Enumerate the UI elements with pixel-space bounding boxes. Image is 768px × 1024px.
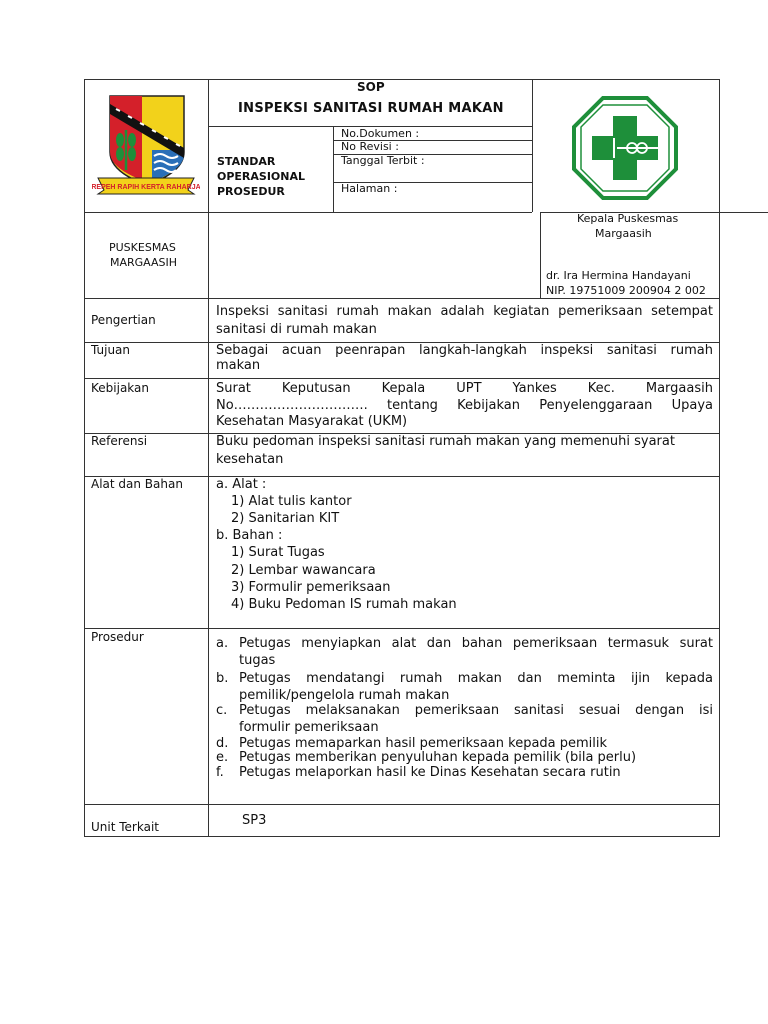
column-divider-meta xyxy=(333,126,334,212)
document-title: INSPEKSI SANITASI RUMAH MAKAN xyxy=(238,101,504,116)
standard-line-1: STANDAR xyxy=(217,155,276,168)
org-name-line-1: PUSKESMAS xyxy=(109,241,176,254)
tujuan-line-1: Sebagai acuan peenrapan langkah-langkah inspeksi sanitasi rumah xyxy=(216,343,713,358)
pengertian-line-2: sanitasi di rumah makan xyxy=(216,322,377,337)
signer-name: dr. Ira Hermina Handayani xyxy=(546,269,691,282)
standard-line-2: OPERASIONAL xyxy=(217,170,306,183)
kebijakan-line-1: Surat Keputusan Kepala UPT Yankes Kec. Margaasih xyxy=(216,381,713,396)
label-unit-terkait: Unit Terkait xyxy=(91,820,159,834)
meta-no-revisi: No Revisi : xyxy=(341,140,399,153)
bahan-heading: b. Bahan : xyxy=(216,528,283,543)
column-divider-label xyxy=(208,79,209,837)
kebijakan-line-3: Kesehatan Masyarakat (UKM) xyxy=(216,414,408,429)
bahan-item: 3) Formulir pemeriksaan xyxy=(231,580,391,595)
table-border-right xyxy=(719,79,720,837)
signer-title-2: Margaasih xyxy=(595,227,652,240)
label-prosedur: Prosedur xyxy=(91,630,144,644)
prosedur-step-mark: f. xyxy=(216,765,224,780)
table-border-left xyxy=(84,79,85,837)
table-border-top xyxy=(84,79,720,80)
prosedur-step-text: Petugas memaparkan hasil pemeriksaan kepada pemilik xyxy=(239,736,608,751)
tujuan-line-2: makan xyxy=(216,358,261,373)
meta-tanggal-terbit: Tanggal Terbit : xyxy=(341,154,425,167)
puskesmas-cross-icon xyxy=(572,96,678,200)
prosedur-step-text: Petugas melaporkan hasil ke Dinas Kesehatan secara rutin xyxy=(239,765,621,780)
column-divider-logo xyxy=(532,79,533,212)
signer-nip: NIP. 19751009 200904 2 002 xyxy=(546,284,706,297)
meta-halaman: Halaman : xyxy=(341,182,398,195)
pengertian-line-1: Inspeksi sanitasi rumah makan adalah kegiatan pemeriksaan setempat xyxy=(216,304,713,319)
row-divider-unit xyxy=(84,804,720,805)
org-name-line-2: MARGAASIH xyxy=(110,256,178,269)
kebijakan-line-2: No…………………………. tentang Kebijakan Penyelenggaraan Upaya xyxy=(216,398,713,413)
unit-terkait-value: SP3 xyxy=(242,813,267,828)
prosedur-step-mark: c. xyxy=(216,703,228,718)
header-divider-main xyxy=(84,212,532,213)
prosedur-step-mark: a. xyxy=(216,636,229,651)
prosedur-step-mark: b. xyxy=(216,671,229,686)
referensi-line-1: Buku pedoman inspeksi sanitasi rumah makan yang memenuhi syarat xyxy=(216,434,675,449)
label-tujuan: Tujuan xyxy=(91,343,131,357)
prosedur-step-mark: d. xyxy=(216,736,229,751)
prosedur-step-text: pemilik/pengelola rumah makan xyxy=(239,688,450,703)
row-divider-kebijakan xyxy=(84,378,720,379)
table-border-bottom xyxy=(84,836,720,837)
sop-label: SOP xyxy=(357,80,385,94)
bahan-item: 4) Buku Pedoman IS rumah makan xyxy=(231,597,457,612)
prosedur-step-text: tugas xyxy=(239,653,276,668)
meta-no-dokumen: No.Dokumen : xyxy=(341,127,420,140)
signer-title-1: Kepala Puskesmas xyxy=(577,212,679,225)
label-pengertian: Pengertian xyxy=(91,313,156,327)
bahan-item: 1) Surat Tugas xyxy=(231,545,325,560)
signature-cell-left xyxy=(540,212,541,298)
prosedur-step-text: Petugas menyiapkan alat dan bahan pemeriksaan termasuk surat xyxy=(239,636,713,651)
crest-motto: REPEH RAPIH KERTA RAHARJA xyxy=(92,184,200,191)
alat-item: 2) Sanitarian KIT xyxy=(231,511,340,526)
label-referensi: Referensi xyxy=(91,434,148,448)
prosedur-step-text: Petugas mendatangi rumah makan dan meminta ijin kepada xyxy=(239,671,713,686)
row-divider-pengertian xyxy=(84,298,720,299)
row-divider-prosedur xyxy=(84,628,720,629)
prosedur-step-text: Petugas memberikan penyuluhan kepada pemilik (bila perlu) xyxy=(239,750,637,765)
alat-heading: a. Alat : xyxy=(216,477,267,492)
prosedur-step-text: formulir pemeriksaan xyxy=(239,720,379,735)
prosedur-step-text: Petugas melaksanakan pemeriksaan sanitasi sesuai dengan isi xyxy=(239,703,713,718)
label-kebijakan: Kebijakan xyxy=(91,381,149,395)
standard-line-3: PROSEDUR xyxy=(217,185,285,198)
regency-crest-icon xyxy=(92,90,200,200)
bahan-item: 2) Lembar wawancara xyxy=(231,563,376,578)
prosedur-step-mark: e. xyxy=(216,750,229,765)
alat-item: 1) Alat tulis kantor xyxy=(231,494,352,509)
referensi-line-2: kesehatan xyxy=(216,452,284,467)
label-alat-bahan: Alat dan Bahan xyxy=(91,477,183,491)
